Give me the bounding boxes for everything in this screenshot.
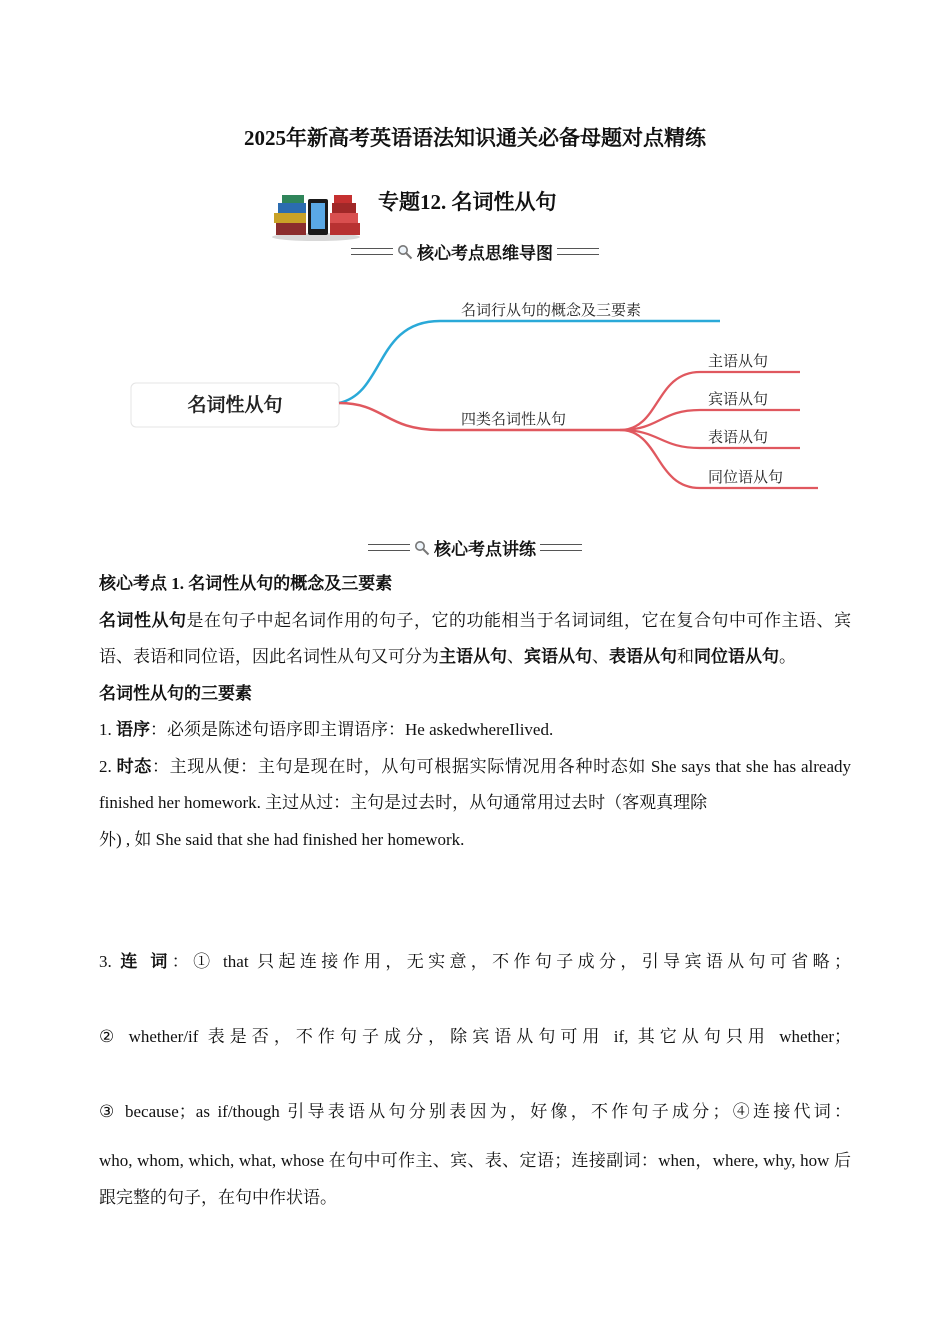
divider-line — [351, 248, 393, 255]
section-heading-mindmap: 核心考点思维导图 — [417, 244, 553, 263]
definition-paragraph: 名词性从句是在句子中起名词作用的句子，它的功能相当于名词词组，它在复合句中可作主语、宾语、表语和同位语，因此名词性从句又可分为主语从句、宾语从句、表语从句和同位语从句。 — [99, 610, 851, 666]
kp1-heading: 核心考点 1. 名词性从句的概念及三要素 — [99, 574, 393, 593]
magnifier-icon — [397, 244, 413, 260]
section-divider-mindmap — [0, 239, 950, 264]
mindmap-root-label: 名词性从句 — [187, 394, 283, 416]
mindmap-branch-line-1 — [339, 321, 720, 403]
document-title: 2025年新高考英语语法知识通关必备母题对点精练 — [244, 126, 706, 150]
magnifier-icon — [414, 540, 430, 556]
element-tense: 2. 时态：主现从便：主句是现在时，从句可根据实际情况用各种时态如 She says that she has already finished her homework. 主过从过：主句是过去时，从句通常用过去时（客观真理除 — [99, 756, 852, 812]
mindmap-leaf-appositive: 同位语从句 — [708, 468, 784, 486]
divider-line — [557, 248, 599, 255]
conjunction-line-1: 3. 连 词：① that 只起连接作用，无实意，不作句子成分，引导宾语从句可省略； — [99, 952, 852, 971]
conjunction-line-3: ③ because；as if/though 引导表语从句分别表因为，好像，不作句子成分；④连接代词： — [99, 1102, 851, 1121]
section-heading-practice: 核心考点讲练 — [434, 540, 536, 559]
books-image — [270, 193, 362, 241]
mindmap-branch-1: 名词行从句的概念及三要素 — [461, 301, 642, 319]
mindmap-branch-2: 四类名词性从句 — [461, 410, 567, 428]
mindmap-leaf-predicative: 表语从句 — [708, 428, 769, 446]
three-elements-heading: 名词性从句的三要素 — [99, 683, 252, 703]
mindmap-leaf-line-2 — [620, 410, 800, 430]
section-divider-practice — [0, 535, 950, 560]
conjunction-line-4: who, whom, which, what, whose 在句中可作主、宾、表、定语；连接副词：when，where, why, how 后跟完整的句子，在句中作状语。 — [99, 1151, 851, 1207]
content-block-1 — [99, 566, 851, 858]
conjunction-line-2: ② whether/if 表是否，不作句子成分，除宾语从句可用 if, 其它从句只用 whether； — [99, 1027, 851, 1046]
element-word-order: 1. 语序：必须是陈述句语序即主谓语序：He askedwhereIlived. — [99, 720, 554, 739]
element-tense-continued: 外) , 如 She said that she had finished her homework. — [99, 829, 465, 849]
mindmap-leaf-subject: 主语从句 — [708, 352, 769, 370]
mind-map — [0, 285, 950, 500]
document-subtitle: 专题12. 名词性从句 — [378, 190, 557, 214]
divider-line — [368, 544, 410, 551]
mindmap-leaf-object: 宾语从句 — [708, 390, 769, 408]
divider-line — [540, 544, 582, 551]
